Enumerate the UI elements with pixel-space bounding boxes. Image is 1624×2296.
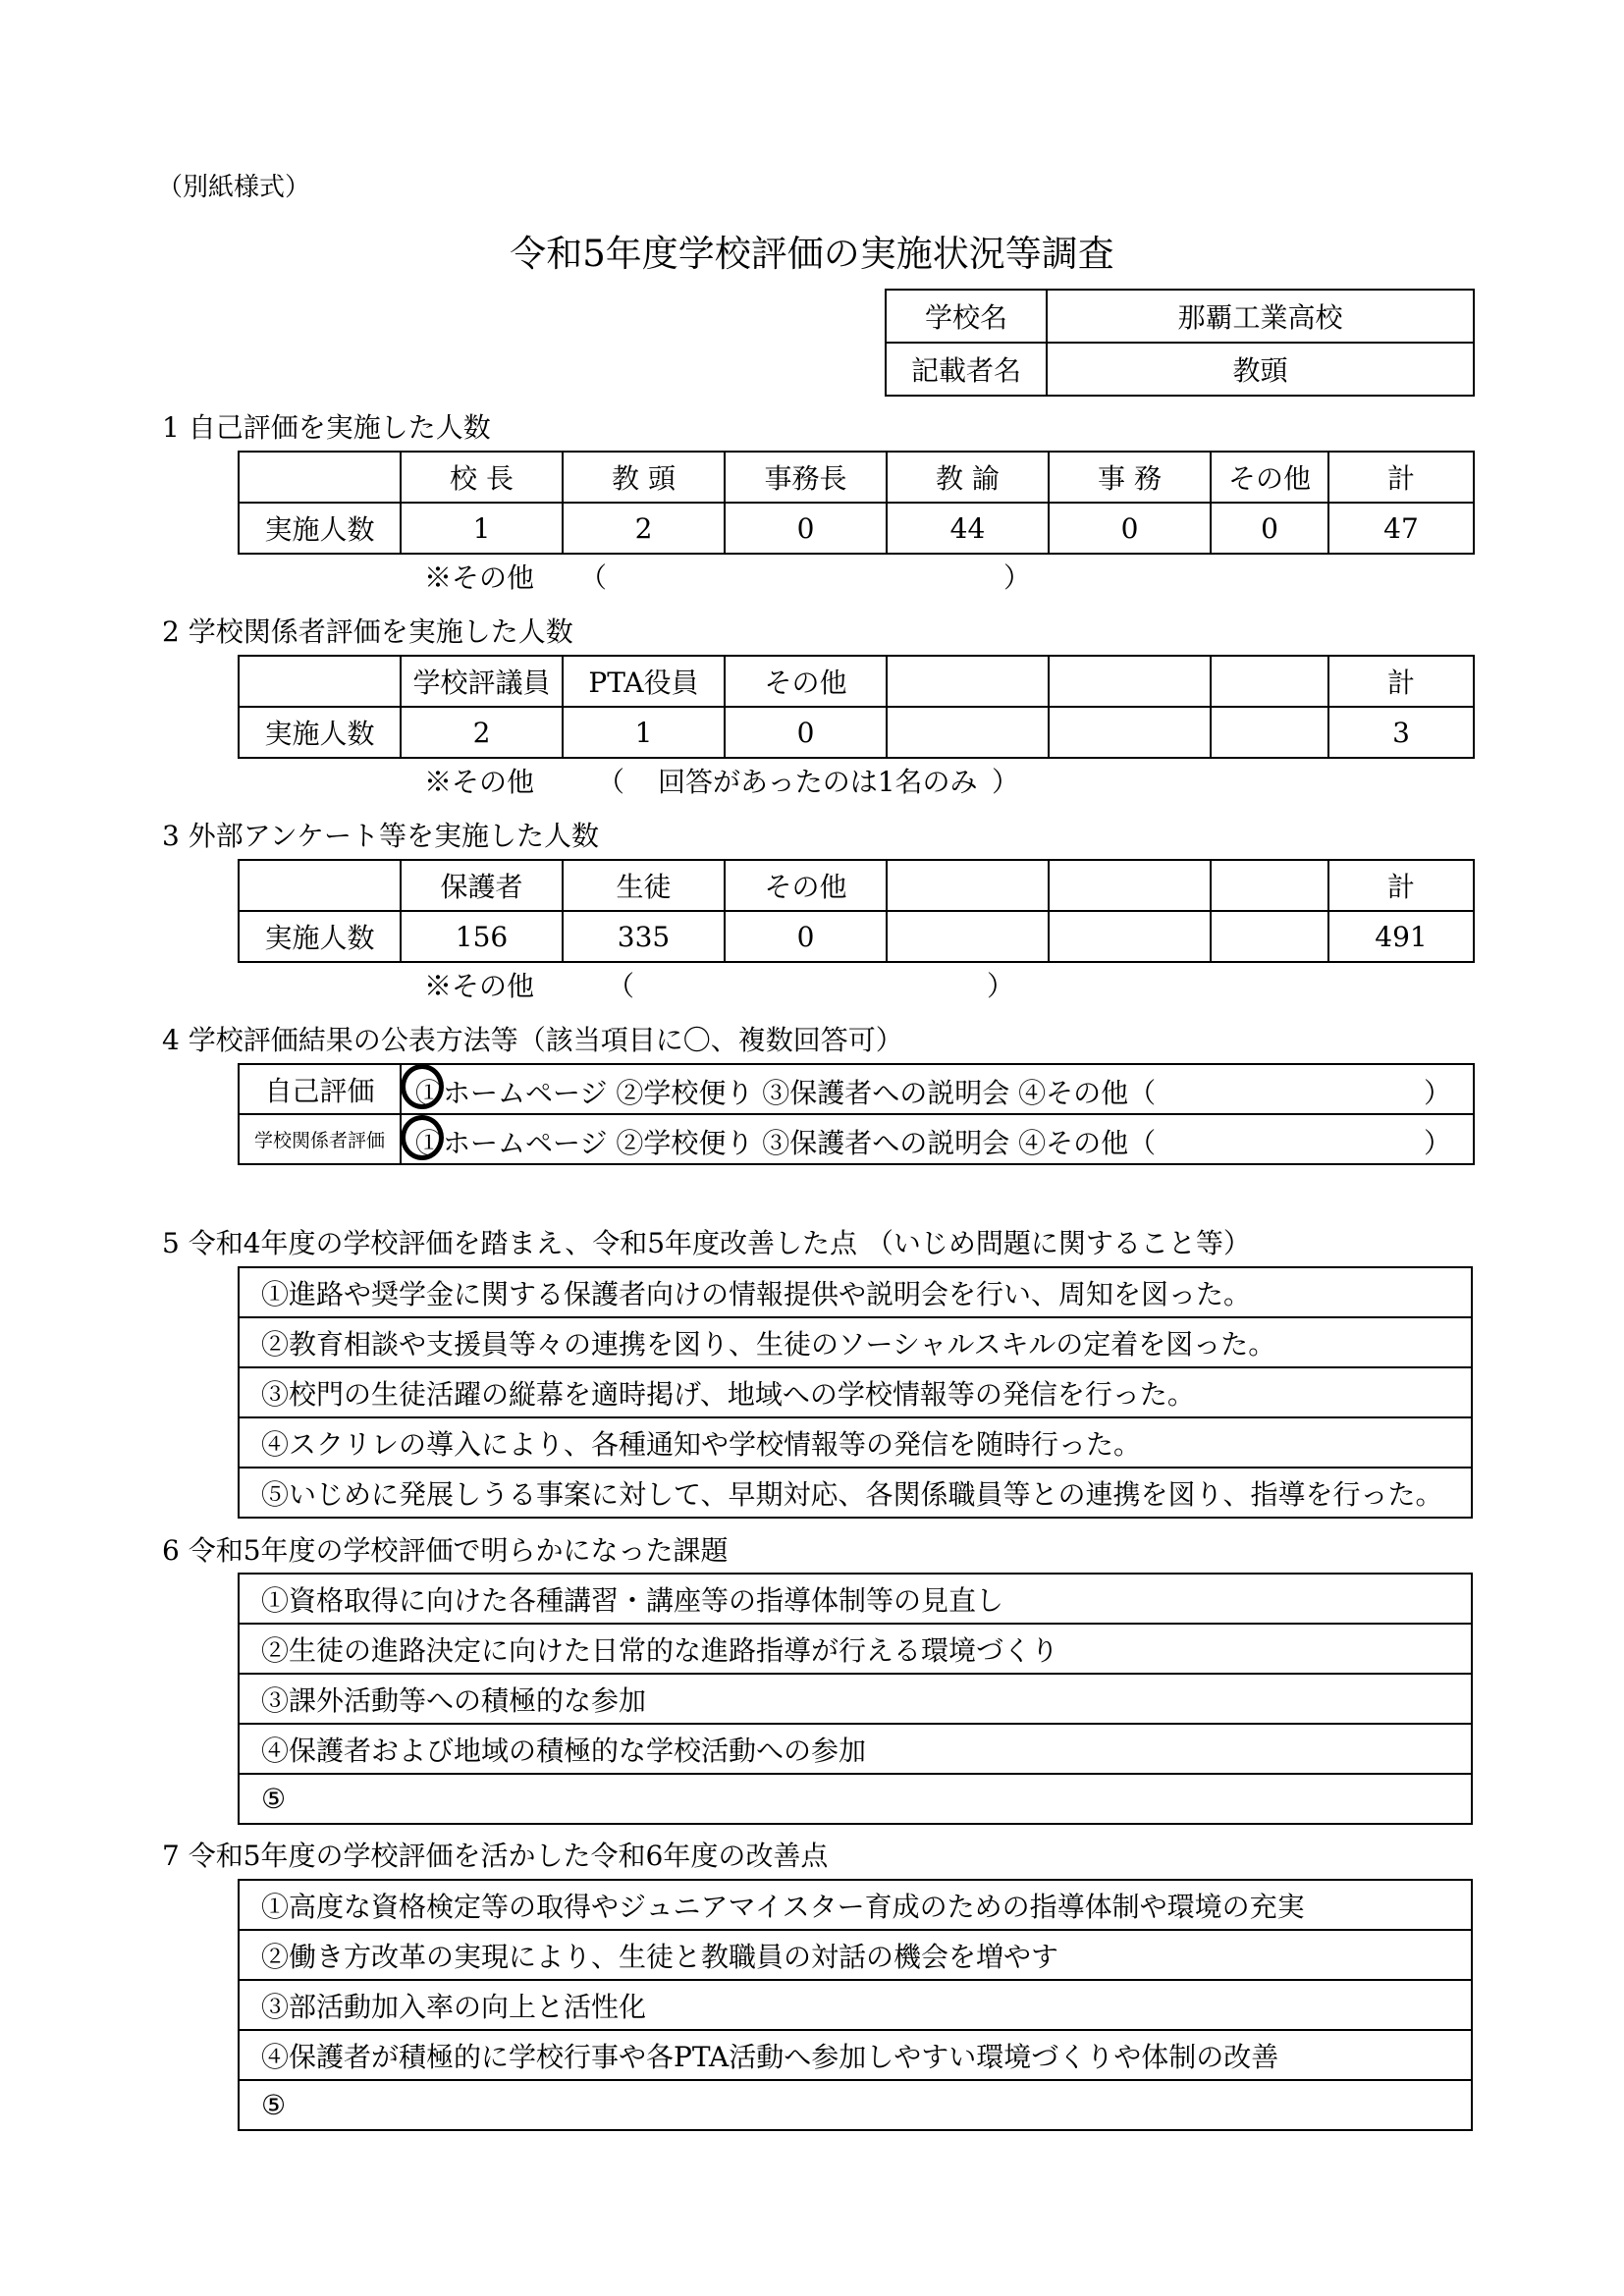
header-cell bbox=[1049, 656, 1211, 707]
list-item bbox=[239, 1674, 1472, 1724]
data-cell: 0 bbox=[725, 503, 887, 554]
header-cell: 教 頭 bbox=[563, 452, 725, 503]
section-7-heading: 7 令和5年度の学校評価を活かした令和6年度の改善点 bbox=[162, 1840, 829, 1872]
list-item-text: ②働き方改革の実現により、生徒と教職員の対話の機会を増やす bbox=[239, 1930, 1472, 1980]
header-cell bbox=[239, 656, 401, 707]
data-cell bbox=[1211, 911, 1328, 962]
section-5-heading: 5 令和4年度の学校評価を踏まえ、令和5年度改善した点 （いじめ問題に関すること等） bbox=[162, 1227, 1251, 1259]
section-5-list bbox=[238, 1266, 1473, 1519]
writer-name-value: 教頭 bbox=[1047, 343, 1474, 396]
data-cell bbox=[1049, 911, 1211, 962]
row-label: 実施人数 bbox=[239, 503, 401, 554]
list-item bbox=[239, 1774, 1472, 1824]
data-cell: 0 bbox=[725, 911, 887, 962]
row-label: 自己評価 bbox=[239, 1064, 401, 1114]
writer-name-label: 記載者名 bbox=[886, 343, 1047, 396]
page-title: 令和5年度学校評価の実施状況等調査 bbox=[510, 233, 1114, 275]
list-item bbox=[239, 1267, 1472, 1317]
school-name-row bbox=[886, 290, 1474, 343]
list-item-text: ②教育相談や支援員等々の連携を図り、生徒のソーシャルスキルの定着を図った。 bbox=[239, 1317, 1472, 1367]
list-item bbox=[239, 1574, 1472, 1624]
header-cell: 計 bbox=[1328, 656, 1474, 707]
list-item bbox=[239, 1367, 1472, 1417]
sheet-label: （別紙様式） bbox=[157, 173, 311, 202]
school-name-label: 学校名 bbox=[886, 290, 1047, 343]
data-cell: 0 bbox=[1049, 503, 1211, 554]
note-label: ※その他 bbox=[424, 766, 535, 798]
section-1-heading: 1 自己評価を実施した人数 bbox=[162, 411, 491, 444]
list-item bbox=[239, 1724, 1472, 1774]
list-item bbox=[239, 1980, 1472, 2030]
note-open-paren: （ bbox=[579, 561, 608, 594]
selection-circle-mark bbox=[401, 1115, 444, 1160]
data-cell bbox=[887, 911, 1049, 962]
list-item bbox=[239, 1624, 1472, 1674]
section-2-heading: 2 学校関係者評価を実施した人数 bbox=[162, 615, 573, 648]
data-cell: 2 bbox=[563, 503, 725, 554]
list-item-text: ③部活動加入率の向上と活性化 bbox=[239, 1980, 1472, 2030]
row-label: 学校関係者評価 bbox=[239, 1114, 401, 1164]
section-4-heading: 4 学校評価結果の公表方法等（該当項目に〇、複数回答可） bbox=[162, 1024, 903, 1056]
header-cell: 校 長 bbox=[401, 452, 563, 503]
header-cell: PTA役員 bbox=[563, 656, 725, 707]
writer-name-row bbox=[886, 343, 1474, 396]
section-3-data-row bbox=[239, 911, 1474, 962]
header-cell: 計 bbox=[1328, 860, 1474, 911]
data-cell: 0 bbox=[1211, 503, 1328, 554]
list-item-text: ②生徒の進路決定に向けた日常的な進路指導が行える環境づくり bbox=[239, 1624, 1472, 1674]
data-cell: 3 bbox=[1328, 707, 1474, 758]
header-cell: 生徒 bbox=[563, 860, 725, 911]
publish-options-cell bbox=[401, 1064, 1474, 1114]
note-open-paren: （ bbox=[597, 766, 625, 798]
data-cell: 491 bbox=[1328, 911, 1474, 962]
list-item bbox=[239, 1317, 1472, 1367]
list-item bbox=[239, 1930, 1472, 1980]
header-cell bbox=[887, 860, 1049, 911]
section-3-note bbox=[424, 965, 1053, 1000]
data-cell: 47 bbox=[1328, 503, 1474, 554]
section-3-table bbox=[238, 859, 1475, 963]
note-open-paren: （ bbox=[607, 970, 635, 1002]
data-cell: 2 bbox=[401, 707, 563, 758]
school-name-value: 那覇工業高校 bbox=[1047, 290, 1474, 343]
header-cell: 保護者 bbox=[401, 860, 563, 911]
list-item bbox=[239, 2030, 1472, 2080]
row-label: 実施人数 bbox=[239, 911, 401, 962]
note-text: 回答があったのは1名のみ bbox=[658, 766, 978, 798]
publish-options-cell bbox=[401, 1114, 1474, 1164]
school-info-table bbox=[885, 289, 1475, 397]
list-item-text: ①進路や奨学金に関する保護者向けの情報提供や説明会を行い、周知を図った。 bbox=[239, 1267, 1472, 1317]
section-2-note bbox=[424, 761, 1053, 796]
header-cell bbox=[1049, 860, 1211, 911]
list-item-text: ⑤いじめに発展しうる事案に対して、早期対応、各関係職員等との連携を図り、指導を行った。 bbox=[239, 1468, 1472, 1518]
data-cell: 1 bbox=[401, 503, 563, 554]
data-cell: 1 bbox=[563, 707, 725, 758]
publish-close-paren: ） bbox=[1423, 1127, 1451, 1159]
note-label: ※その他 bbox=[424, 561, 535, 594]
header-cell bbox=[239, 860, 401, 911]
list-item-text: ⑤ bbox=[239, 2080, 1472, 2130]
data-cell: 44 bbox=[887, 503, 1049, 554]
publish-options: ①ホームページ ②学校便り ③保護者への説明会 ④その他（ bbox=[415, 1077, 1157, 1109]
list-item-text: ③課外活動等への積極的な参加 bbox=[239, 1674, 1472, 1724]
section-6-heading: 6 令和5年度の学校評価で明らかになった課題 bbox=[162, 1534, 729, 1567]
list-item bbox=[239, 1468, 1472, 1518]
section-3-heading: 3 外部アンケート等を実施した人数 bbox=[162, 820, 600, 852]
header-cell: 教 諭 bbox=[887, 452, 1049, 503]
list-item-text: ①高度な資格検定等の取得やジュニアマイスター育成のための指導体制や環境の充実 bbox=[239, 1880, 1472, 1930]
header-cell bbox=[1211, 860, 1328, 911]
data-cell: 335 bbox=[563, 911, 725, 962]
list-item-text: ④保護者が積極的に学校行事や各PTA活動へ参加しやすい環境づくりや体制の改善 bbox=[239, 2030, 1472, 2080]
data-cell bbox=[1211, 707, 1328, 758]
list-item-text: ④保護者および地域の積極的な学校活動への参加 bbox=[239, 1724, 1472, 1774]
list-item-text: ⑤ bbox=[239, 1774, 1472, 1824]
list-item-text: ④スクリレの導入により、各種通知や学校情報等の発信を随時行った。 bbox=[239, 1417, 1472, 1468]
note-close-paren: ） bbox=[992, 766, 1020, 798]
data-cell: 156 bbox=[401, 911, 563, 962]
list-item bbox=[239, 1417, 1472, 1468]
section-1-data-row bbox=[239, 503, 1474, 554]
header-cell: その他 bbox=[725, 860, 887, 911]
section-2-data-row bbox=[239, 707, 1474, 758]
header-cell: 事務長 bbox=[725, 452, 887, 503]
header-cell bbox=[239, 452, 401, 503]
list-item bbox=[239, 1880, 1472, 1930]
list-item bbox=[239, 2080, 1472, 2130]
section-1-table bbox=[238, 451, 1475, 555]
data-cell: 0 bbox=[725, 707, 887, 758]
list-item-text: ③校門の生徒活躍の縦幕を適時掲げ、地域への学校情報等の発信を行った。 bbox=[239, 1367, 1472, 1417]
section-7-list bbox=[238, 1879, 1473, 2131]
header-cell: 計 bbox=[1328, 452, 1474, 503]
section-1-header-row bbox=[239, 452, 1474, 503]
selection-circle-mark bbox=[401, 1064, 444, 1109]
header-cell bbox=[887, 656, 1049, 707]
section-2-table bbox=[238, 655, 1475, 759]
header-cell: 学校評議員 bbox=[401, 656, 563, 707]
row-label: 実施人数 bbox=[239, 707, 401, 758]
section-3-header-row bbox=[239, 860, 1474, 911]
section-2-header-row bbox=[239, 656, 1474, 707]
section-6-list bbox=[238, 1573, 1473, 1825]
data-cell bbox=[887, 707, 1049, 758]
header-cell: その他 bbox=[725, 656, 887, 707]
publish-options: ①ホームページ ②学校便り ③保護者への説明会 ④その他（ bbox=[415, 1127, 1157, 1159]
note-close-paren: ） bbox=[1003, 561, 1032, 594]
header-cell: 事 務 bbox=[1049, 452, 1211, 503]
note-close-paren: ） bbox=[987, 970, 1015, 1002]
header-cell: その他 bbox=[1211, 452, 1328, 503]
publish-close-paren: ） bbox=[1423, 1077, 1451, 1109]
data-cell bbox=[1049, 707, 1211, 758]
header-cell bbox=[1211, 656, 1328, 707]
list-item-text: ①資格取得に向けた各種講習・講座等の指導体制等の見直し bbox=[239, 1574, 1472, 1624]
note-label: ※その他 bbox=[424, 970, 535, 1002]
section-1-note bbox=[424, 557, 1053, 592]
